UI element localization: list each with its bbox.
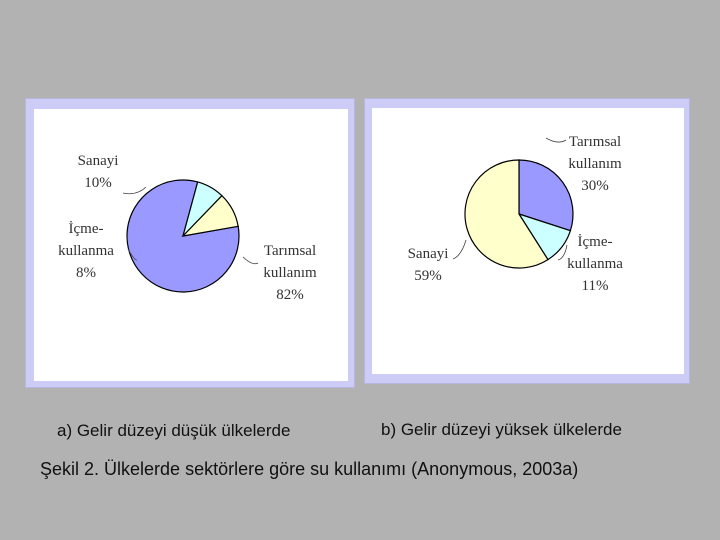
pie-chart-b <box>372 108 684 374</box>
chart-area-a <box>34 109 348 381</box>
slice-label: Sanayi 59% <box>407 246 449 284</box>
leader-line <box>243 257 258 264</box>
chart-area-b <box>372 108 684 374</box>
chart-panel-b <box>364 98 690 384</box>
caption-a: a) Gelir düzeyi düşük ülkelerde <box>57 421 291 440</box>
slice-label: Tarımsal kullanım 30% <box>568 134 622 194</box>
slice-label: İçme-kullanma 8% <box>58 221 114 281</box>
slice-label: Tarımsal kullanım 82% <box>263 243 317 303</box>
leader-line <box>546 138 566 142</box>
caption-b: b) Gelir düzeyi yüksek ülkelerde <box>381 420 622 439</box>
figure-caption: Şekil 2. Ülkelerde sektörlere göre su kullanımı (Anonymous, 2003a) <box>40 459 579 479</box>
leader-line <box>123 187 146 194</box>
slice-label: İçme-kullanma 11% <box>567 234 623 294</box>
leader-line <box>453 240 466 259</box>
slice-label: Sanayi 10% <box>77 153 119 191</box>
pie-chart-a <box>34 109 348 381</box>
chart-panel-a <box>25 98 355 388</box>
